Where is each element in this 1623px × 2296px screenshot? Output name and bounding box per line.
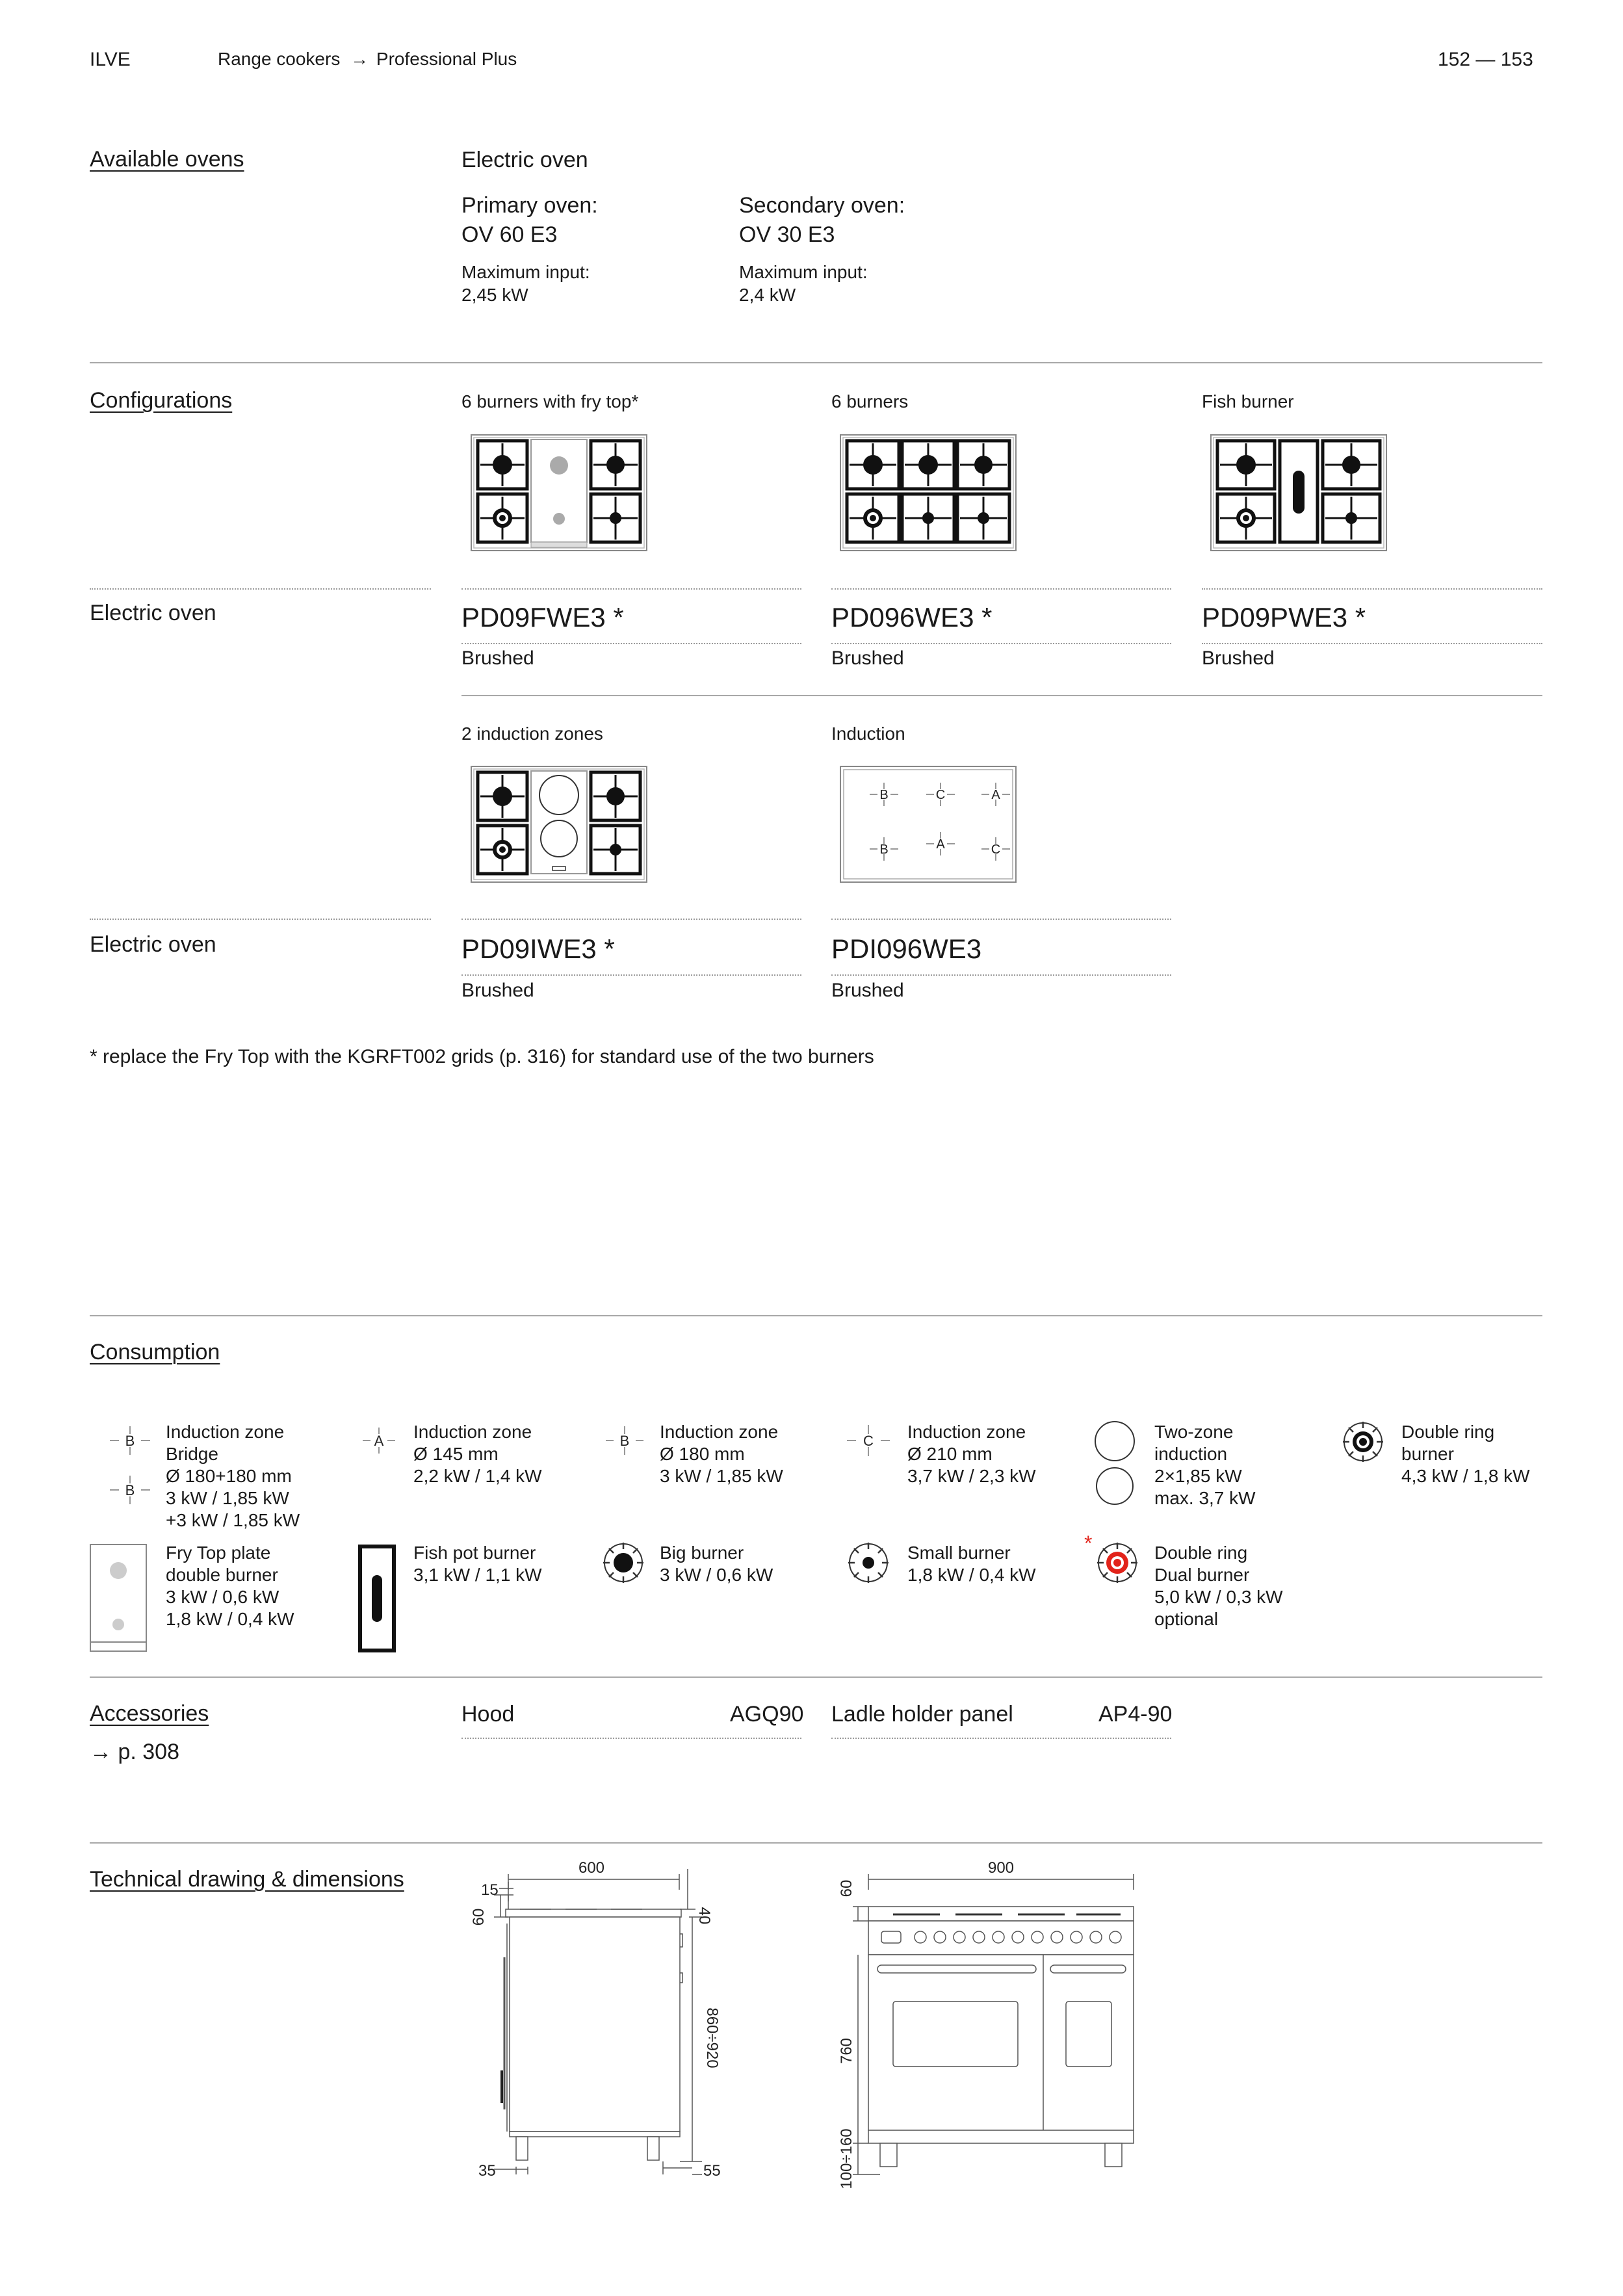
finish-pd09pwe3: Brushed <box>1202 647 1275 669</box>
big-burner-icon <box>602 1541 645 1584</box>
divider <box>461 919 801 920</box>
induction-zone-c-icon <box>846 1422 891 1461</box>
consumption-text-two-zone-induction: Two-zone induction 2×1,85 kW max. 3,7 kW <box>1154 1422 1256 1508</box>
divider <box>90 919 431 920</box>
svg-text:60: 60 <box>470 1908 487 1926</box>
svg-text:55: 55 <box>703 2162 721 2180</box>
page-numbers: 152 — 153 <box>1438 49 1533 70</box>
section-title-technical-drawing: Technical drawing & dimensions <box>90 1867 404 1892</box>
finish-pdi096we3: Brushed <box>831 980 904 1001</box>
divider <box>461 643 801 644</box>
divider <box>831 974 1171 976</box>
secondary-oven-input-label: Maximum input: <box>739 262 868 282</box>
induction-letter: B <box>879 788 889 802</box>
divider <box>831 643 1171 644</box>
arrow-right-icon: → <box>350 49 369 69</box>
svg-text:40: 40 <box>695 1907 713 1925</box>
fry-top-plate-icon <box>90 1544 147 1653</box>
induction-zone-b-icon <box>602 1422 647 1461</box>
accessories-page-ref[interactable]: → p. 308 <box>90 1740 179 1764</box>
svg-text:B: B <box>125 1482 135 1498</box>
divider <box>831 1738 1171 1739</box>
secondary-oven-model: OV 30 E3 <box>739 222 835 247</box>
breadcrumb-page[interactable]: Professional Plus <box>376 49 517 69</box>
svg-text:A: A <box>374 1433 384 1449</box>
hob-induction-icon <box>840 766 1017 883</box>
primary-oven-input-label: Maximum input: <box>461 262 590 282</box>
secondary-oven-input-value: 2,4 kW <box>739 285 796 305</box>
divider <box>461 1738 801 1739</box>
hob-fish-burner-icon <box>1210 434 1387 551</box>
breadcrumb <box>218 48 517 70</box>
consumption-text-induction-zone-a: Induction zone Ø 145 mm 2,2 kW / 1,4 kW <box>413 1422 542 1486</box>
section-title-available-ovens: Available ovens <box>90 147 244 172</box>
accessory-code-ladle-holder: AP4-90 <box>1098 1702 1173 1727</box>
divider <box>90 588 431 590</box>
divider <box>90 1315 1542 1316</box>
secondary-oven-label: Secondary oven: <box>739 193 905 218</box>
footnote: * replace the Fry Top with the KGRFT002 grids (p. 316) for standard use of the two burners <box>90 1046 874 1067</box>
accessory-name-ladle-holder: Ladle holder panel <box>831 1702 1013 1727</box>
front-view-drawing <box>825 1856 1150 2194</box>
row-label-electric-oven: Electric oven <box>90 932 216 957</box>
fish-pot-burner-icon <box>357 1544 396 1653</box>
consumption-text-induction-bridge: Induction zone Bridge Ø 180+180 mm 3 kW / 1,85 kW +3 kW / 1,85 kW <box>166 1422 300 1530</box>
model-pd09iwe3: PD09IWE3 * <box>461 933 615 964</box>
hob-6-burners-icon <box>840 434 1017 551</box>
induction-letter: B <box>879 842 889 857</box>
induction-letter: A <box>991 788 1000 802</box>
config-title-fish-burner: Fish burner <box>1202 391 1294 411</box>
primary-oven-label: Primary oven: <box>461 193 598 218</box>
induction-zone-a-icon <box>356 1422 402 1461</box>
finish-pd09iwe3: Brushed <box>461 980 534 1001</box>
svg-text:35: 35 <box>478 2162 496 2180</box>
svg-text:C: C <box>863 1433 874 1449</box>
divider <box>90 362 1542 363</box>
model-pd096we3: PD096WE3 * <box>831 602 993 633</box>
config-title-6-burners: 6 burners <box>831 391 909 411</box>
side-view-drawing <box>468 1856 741 2194</box>
induction-letter: A <box>936 837 945 852</box>
svg-text:760: 760 <box>838 2037 855 2065</box>
dual-burner-asterisk: * <box>1084 1532 1093 1555</box>
primary-oven-model: OV 60 E3 <box>461 222 558 247</box>
consumption-text-induction-zone-c: Induction zone Ø 210 mm 3,7 kW / 2,3 kW <box>907 1422 1036 1486</box>
row-label-electric-oven: Electric oven <box>90 601 216 625</box>
consumption-text-double-ring-burner: Double ring burner 4,3 kW / 1,8 kW <box>1401 1422 1530 1486</box>
divider <box>831 919 1171 920</box>
section-title-consumption: Consumption <box>90 1340 220 1364</box>
model-pd09fwe3: PD09FWE3 * <box>461 602 624 633</box>
divider <box>461 695 1542 696</box>
divider <box>461 588 801 590</box>
hob-fry-top-icon <box>471 434 647 551</box>
consumption-text-fry-top-plate: Fry Top plate double burner 3 kW / 0,6 kW 1,8 kW / 0,4 kW <box>166 1543 294 1629</box>
induction-bridge-icon <box>107 1422 153 1500</box>
svg-text:600: 600 <box>578 1859 605 1877</box>
section-title-configurations: Configurations <box>90 388 233 413</box>
divider <box>461 974 801 976</box>
svg-text:60: 60 <box>838 1879 855 1898</box>
svg-text:900: 900 <box>987 1859 1015 1877</box>
svg-text:15: 15 <box>481 1881 499 1899</box>
section-title-accessories: Accessories <box>90 1701 209 1726</box>
model-pd09pwe3: PD09PWE3 * <box>1202 602 1366 633</box>
svg-text:100÷160: 100÷160 <box>838 2128 855 2189</box>
oven-type: Electric oven <box>461 148 588 172</box>
config-title-fry-top: 6 burners with fry top* <box>461 391 639 411</box>
hob-2-induction-zones-icon <box>471 766 647 883</box>
induction-letter: C <box>991 842 1001 857</box>
config-title-induction: Induction <box>831 724 905 744</box>
divider <box>90 1676 1542 1678</box>
brand-name: ILVE <box>90 49 131 70</box>
small-burner-icon <box>847 1541 890 1584</box>
accessory-code-hood: AGQ90 <box>730 1702 804 1727</box>
consumption-text-small-burner: Small burner 1,8 kW / 0,4 kW <box>907 1543 1036 1585</box>
dual-burner-icon <box>1096 1541 1139 1584</box>
double-ring-burner-icon <box>1342 1420 1384 1463</box>
consumption-text-induction-zone-b: Induction zone Ø 180 mm 3 kW / 1,85 kW <box>660 1422 783 1486</box>
finish-pd096we3: Brushed <box>831 647 904 669</box>
divider <box>90 1842 1542 1844</box>
divider <box>1202 588 1542 590</box>
accessory-name-hood: Hood <box>461 1702 515 1727</box>
model-pdi096we3: PDI096WE3 <box>831 933 982 964</box>
consumption-text-big-burner: Big burner 3 kW / 0,6 kW <box>660 1543 773 1585</box>
divider <box>831 588 1171 590</box>
consumption-text-dual-burner: Double ring Dual burner 5,0 kW / 0,3 kW optional <box>1154 1543 1283 1629</box>
config-title-2-induction-zones: 2 induction zones <box>461 724 603 744</box>
induction-letter: C <box>935 788 946 802</box>
svg-text:860÷920: 860÷920 <box>703 2007 721 2068</box>
breadcrumb-section[interactable]: Range cookers <box>218 49 341 69</box>
divider <box>1202 643 1542 644</box>
finish-pd09fwe3: Brushed <box>461 647 534 669</box>
two-zone-induction-icon <box>1092 1420 1137 1508</box>
svg-text:B: B <box>125 1433 135 1449</box>
svg-text:B: B <box>619 1433 630 1449</box>
primary-oven-input-value: 2,45 kW <box>461 285 528 305</box>
consumption-text-fish-pot-burner: Fish pot burner 3,1 kW / 1,1 kW <box>413 1543 542 1585</box>
